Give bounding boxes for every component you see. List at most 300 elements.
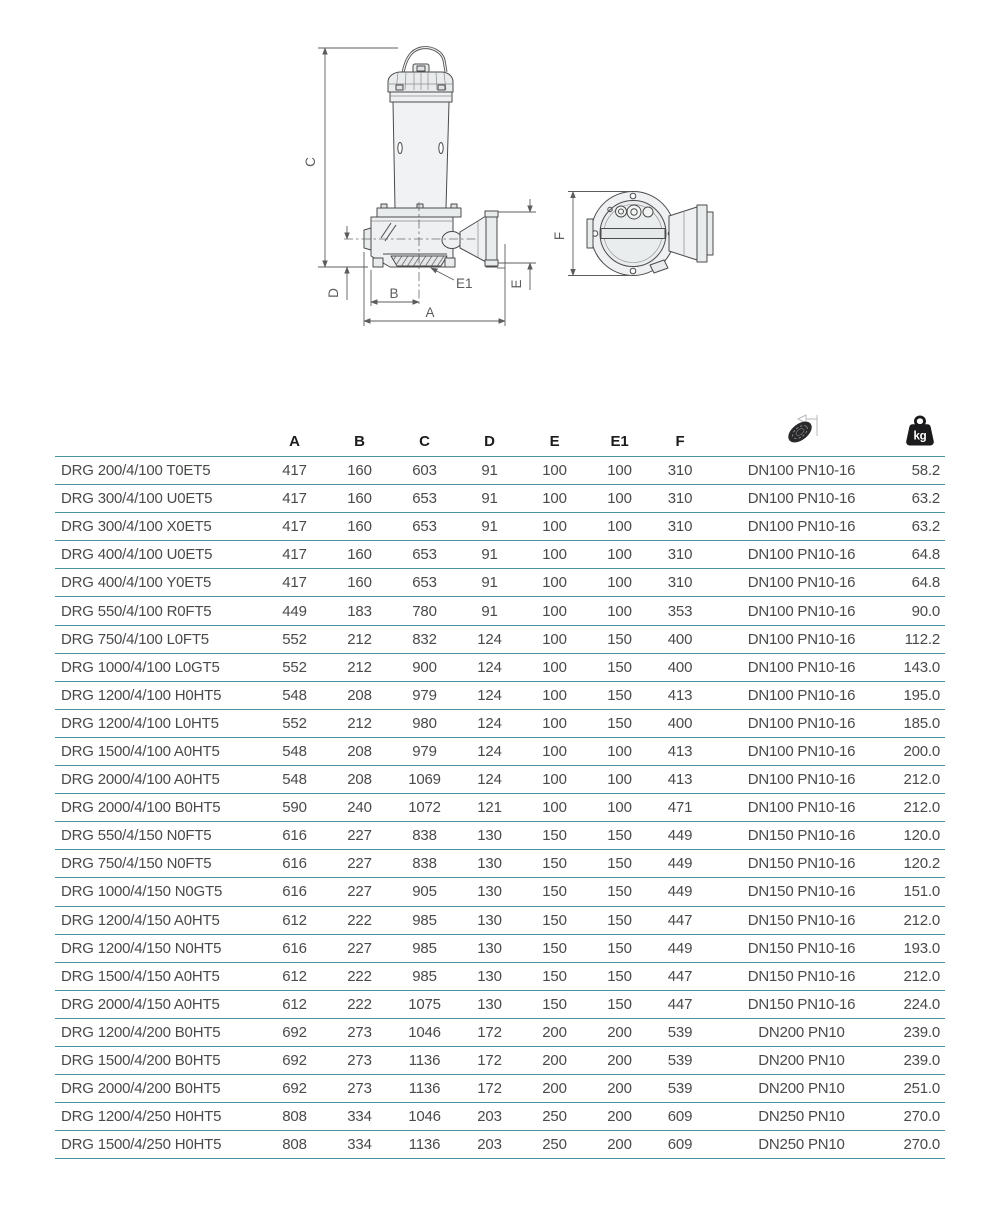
b-cell: 273 xyxy=(327,1046,392,1074)
b-cell: 334 xyxy=(327,1103,392,1131)
table-row xyxy=(55,1131,945,1159)
e1-cell: 150 xyxy=(587,878,652,906)
b-cell: 212 xyxy=(327,653,392,681)
table-row xyxy=(55,681,945,709)
c-cell: 979 xyxy=(392,737,457,765)
table-row xyxy=(55,766,945,794)
d-cell: 172 xyxy=(457,1046,522,1074)
d-cell: 130 xyxy=(457,990,522,1018)
table-row xyxy=(55,850,945,878)
e1-cell: 100 xyxy=(587,485,652,513)
model-cell: DRG 2000/4/200 B0HT5 xyxy=(55,1075,262,1103)
d-cell: 91 xyxy=(457,541,522,569)
d-cell: 124 xyxy=(457,737,522,765)
f-cell: 310 xyxy=(652,457,708,485)
f-cell: 449 xyxy=(652,822,708,850)
e1-cell: 150 xyxy=(587,962,652,990)
e1-cell: 150 xyxy=(587,822,652,850)
clamp-bar xyxy=(601,229,665,239)
e1-cell: 150 xyxy=(587,709,652,737)
e-cell: 150 xyxy=(522,850,587,878)
plan-discharge-flange xyxy=(697,205,707,262)
f-cell: 471 xyxy=(652,794,708,822)
f-cell: 449 xyxy=(652,934,708,962)
e-cell: 150 xyxy=(522,990,587,1018)
table-row xyxy=(55,878,945,906)
d-cell: 91 xyxy=(457,569,522,597)
f-cell: 447 xyxy=(652,962,708,990)
b-cell: 208 xyxy=(327,737,392,765)
weight-cell: 63.2 xyxy=(895,513,945,541)
weight-cell: 212.0 xyxy=(895,766,945,794)
c-cell: 1046 xyxy=(392,1018,457,1046)
f-cell: 310 xyxy=(652,513,708,541)
dim-label-e1: E1 xyxy=(456,276,473,291)
e1-cell: 200 xyxy=(587,1046,652,1074)
b-cell: 273 xyxy=(327,1075,392,1103)
weight-cell: 212.0 xyxy=(895,794,945,822)
weight-cell: 270.0 xyxy=(895,1131,945,1159)
e1-cell: 150 xyxy=(587,625,652,653)
e-cell: 100 xyxy=(522,457,587,485)
flange-cell: DN100 PN10-16 xyxy=(708,737,895,765)
weight-kg-icon xyxy=(905,415,935,446)
flange-cell: DN100 PN10-16 xyxy=(708,485,895,513)
c-cell: 900 xyxy=(392,653,457,681)
c-cell: 985 xyxy=(392,962,457,990)
e-cell: 100 xyxy=(522,625,587,653)
e1-cell: 150 xyxy=(587,990,652,1018)
model-cell: DRG 200/4/100 T0ET5 xyxy=(55,457,262,485)
b-cell: 222 xyxy=(327,962,392,990)
f-cell: 609 xyxy=(652,1131,708,1159)
dim-label-d: D xyxy=(326,288,341,298)
d-cell: 124 xyxy=(457,709,522,737)
column-header-d: D xyxy=(457,412,522,457)
b-cell: 222 xyxy=(327,990,392,1018)
table-row xyxy=(55,709,945,737)
c-cell: 980 xyxy=(392,709,457,737)
e1-cell: 100 xyxy=(587,766,652,794)
model-cell: DRG 1500/4/150 A0HT5 xyxy=(55,962,262,990)
e1-cell: 100 xyxy=(587,569,652,597)
e1-cell: 200 xyxy=(587,1103,652,1131)
e-cell: 150 xyxy=(522,822,587,850)
d-cell: 130 xyxy=(457,850,522,878)
c-cell: 1069 xyxy=(392,766,457,794)
d-cell: 91 xyxy=(457,457,522,485)
f-cell: 539 xyxy=(652,1075,708,1103)
flange-cell: DN100 PN10-16 xyxy=(708,625,895,653)
weight-cell: 120.2 xyxy=(895,850,945,878)
weight-cell: 239.0 xyxy=(895,1018,945,1046)
table-row xyxy=(55,990,945,1018)
weight-cell: 193.0 xyxy=(895,934,945,962)
b-cell: 227 xyxy=(327,934,392,962)
table-row xyxy=(55,597,945,625)
flange-cell: DN200 PN10 xyxy=(708,1018,895,1046)
e1-cell: 150 xyxy=(587,850,652,878)
flange-cell: DN150 PN10-16 xyxy=(708,990,895,1018)
e-cell: 100 xyxy=(522,709,587,737)
flange-cell: DN100 PN10-16 xyxy=(708,457,895,485)
e1-cell: 100 xyxy=(587,513,652,541)
a-cell: 692 xyxy=(262,1046,327,1074)
weight-cell: 63.2 xyxy=(895,485,945,513)
a-cell: 612 xyxy=(262,962,327,990)
a-cell: 808 xyxy=(262,1103,327,1131)
e1-cell: 100 xyxy=(587,597,652,625)
e-cell: 150 xyxy=(522,962,587,990)
weight-cell: 64.8 xyxy=(895,569,945,597)
d-cell: 130 xyxy=(457,906,522,934)
e1-cell: 150 xyxy=(587,653,652,681)
model-cell: DRG 400/4/100 U0ET5 xyxy=(55,541,262,569)
model-cell: DRG 550/4/100 R0FT5 xyxy=(55,597,262,625)
c-cell: 838 xyxy=(392,850,457,878)
c-cell: 653 xyxy=(392,513,457,541)
kg-icon-label: kg xyxy=(913,430,927,443)
dim-label-b: B xyxy=(389,286,399,301)
table-row xyxy=(55,653,945,681)
f-cell: 310 xyxy=(652,485,708,513)
model-cell: DRG 2000/4/150 A0HT5 xyxy=(55,990,262,1018)
weight-cell: 185.0 xyxy=(895,709,945,737)
e1-cell: 200 xyxy=(587,1075,652,1103)
c-cell: 985 xyxy=(392,906,457,934)
weight-cell: 270.0 xyxy=(895,1103,945,1131)
c-cell: 838 xyxy=(392,822,457,850)
f-cell: 353 xyxy=(652,597,708,625)
f-cell: 447 xyxy=(652,906,708,934)
b-cell: 273 xyxy=(327,1018,392,1046)
c-cell: 653 xyxy=(392,485,457,513)
weight-cell: 58.2 xyxy=(895,457,945,485)
f-cell: 310 xyxy=(652,569,708,597)
a-cell: 616 xyxy=(262,934,327,962)
d-cell: 130 xyxy=(457,878,522,906)
weight-cell: 251.0 xyxy=(895,1075,945,1103)
weight-cell: 212.0 xyxy=(895,906,945,934)
d-cell: 124 xyxy=(457,625,522,653)
model-cell: DRG 550/4/150 N0FT5 xyxy=(55,822,262,850)
e-cell: 250 xyxy=(522,1103,587,1131)
e1-cell: 200 xyxy=(587,1018,652,1046)
dim-label-a: A xyxy=(425,305,435,320)
c-cell: 1136 xyxy=(392,1046,457,1074)
b-cell: 160 xyxy=(327,541,392,569)
d-cell: 130 xyxy=(457,934,522,962)
e-cell: 100 xyxy=(522,653,587,681)
flange-cell: DN200 PN10 xyxy=(708,1046,895,1074)
c-cell: 905 xyxy=(392,878,457,906)
model-cell: DRG 1200/4/100 L0HT5 xyxy=(55,709,262,737)
table-row xyxy=(55,1018,945,1046)
a-cell: 552 xyxy=(262,625,327,653)
b-cell: 160 xyxy=(327,457,392,485)
model-cell: DRG 1500/4/250 H0HT5 xyxy=(55,1131,262,1159)
model-cell: DRG 300/4/100 U0ET5 xyxy=(55,485,262,513)
flange-cell: DN150 PN10-16 xyxy=(708,850,895,878)
model-cell: DRG 400/4/100 Y0ET5 xyxy=(55,569,262,597)
a-cell: 616 xyxy=(262,878,327,906)
a-cell: 449 xyxy=(262,597,327,625)
model-cell: DRG 1200/4/100 H0HT5 xyxy=(55,681,262,709)
f-cell: 449 xyxy=(652,878,708,906)
c-cell: 1046 xyxy=(392,1103,457,1131)
flange-cell: DN150 PN10-16 xyxy=(708,822,895,850)
model-cell: DRG 300/4/100 X0ET5 xyxy=(55,513,262,541)
table-row xyxy=(55,962,945,990)
d-cell: 121 xyxy=(457,794,522,822)
e-cell: 100 xyxy=(522,737,587,765)
e-cell: 100 xyxy=(522,681,587,709)
model-cell: DRG 1500/4/200 B0HT5 xyxy=(55,1046,262,1074)
a-cell: 417 xyxy=(262,485,327,513)
flange-cell: DN100 PN10-16 xyxy=(708,794,895,822)
column-header-e: E xyxy=(522,412,587,457)
a-cell: 548 xyxy=(262,681,327,709)
b-cell: 160 xyxy=(327,513,392,541)
flange-cell: DN150 PN10-16 xyxy=(708,962,895,990)
table-row xyxy=(55,1046,945,1074)
d-cell: 130 xyxy=(457,962,522,990)
a-cell: 616 xyxy=(262,850,327,878)
flange-cell: DN100 PN10-16 xyxy=(708,513,895,541)
table-row xyxy=(55,794,945,822)
flange-cell: DN150 PN10-16 xyxy=(708,878,895,906)
f-cell: 413 xyxy=(652,737,708,765)
table-row xyxy=(55,1103,945,1131)
table-row xyxy=(55,934,945,962)
table-row xyxy=(55,457,945,485)
weight-cell: 195.0 xyxy=(895,681,945,709)
dim-leader-e1 xyxy=(431,268,454,280)
model-cell: DRG 2000/4/100 B0HT5 xyxy=(55,794,262,822)
b-cell: 227 xyxy=(327,878,392,906)
c-cell: 1136 xyxy=(392,1075,457,1103)
dimension-table-body xyxy=(55,457,945,1159)
table-row xyxy=(55,822,945,850)
d-cell: 124 xyxy=(457,681,522,709)
f-cell: 609 xyxy=(652,1103,708,1131)
b-cell: 208 xyxy=(327,766,392,794)
model-cell: DRG 1000/4/150 N0GT5 xyxy=(55,878,262,906)
table-row xyxy=(55,513,945,541)
a-cell: 692 xyxy=(262,1018,327,1046)
e-cell: 200 xyxy=(522,1075,587,1103)
column-header-b: B xyxy=(327,412,392,457)
flange-cell: DN100 PN10-16 xyxy=(708,569,895,597)
flange-cell: DN100 PN10-16 xyxy=(708,709,895,737)
a-cell: 417 xyxy=(262,569,327,597)
weight-column-header xyxy=(895,412,945,457)
e-cell: 100 xyxy=(522,794,587,822)
weight-cell: 143.0 xyxy=(895,653,945,681)
f-cell: 447 xyxy=(652,990,708,1018)
weight-cell: 90.0 xyxy=(895,597,945,625)
d-cell: 124 xyxy=(457,766,522,794)
f-cell: 449 xyxy=(652,850,708,878)
a-cell: 417 xyxy=(262,457,327,485)
weight-cell: 224.0 xyxy=(895,990,945,1018)
flange-icon xyxy=(781,412,823,446)
e-cell: 150 xyxy=(522,906,587,934)
d-cell: 203 xyxy=(457,1103,522,1131)
weight-cell: 112.2 xyxy=(895,625,945,653)
model-cell: DRG 2000/4/100 A0HT5 xyxy=(55,766,262,794)
table-row xyxy=(55,569,945,597)
column-header-e1: E1 xyxy=(587,412,652,457)
table-header xyxy=(55,412,945,457)
table-row xyxy=(55,737,945,765)
d-cell: 130 xyxy=(457,822,522,850)
dim-label-e: E xyxy=(509,279,524,289)
table-row xyxy=(55,541,945,569)
b-cell: 208 xyxy=(327,681,392,709)
pump-plan-view xyxy=(587,192,713,276)
b-cell: 160 xyxy=(327,569,392,597)
flange-cell: DN150 PN10-16 xyxy=(708,906,895,934)
f-cell: 539 xyxy=(652,1018,708,1046)
b-cell: 222 xyxy=(327,906,392,934)
column-header-c: C xyxy=(392,412,457,457)
flange-cell: DN250 PN10 xyxy=(708,1131,895,1159)
column-header-f: F xyxy=(652,412,708,457)
d-cell: 172 xyxy=(457,1075,522,1103)
table-row xyxy=(55,906,945,934)
weight-cell: 200.0 xyxy=(895,737,945,765)
a-cell: 808 xyxy=(262,1131,327,1159)
a-cell: 692 xyxy=(262,1075,327,1103)
d-cell: 91 xyxy=(457,485,522,513)
d-cell: 172 xyxy=(457,1018,522,1046)
model-cell: DRG 1200/4/150 A0HT5 xyxy=(55,906,262,934)
flange-cell: DN100 PN10-16 xyxy=(708,681,895,709)
e-cell: 100 xyxy=(522,569,587,597)
e1-cell: 100 xyxy=(587,737,652,765)
c-cell: 1072 xyxy=(392,794,457,822)
e-cell: 100 xyxy=(522,597,587,625)
c-cell: 603 xyxy=(392,457,457,485)
b-cell: 212 xyxy=(327,709,392,737)
model-cell: DRG 750/4/150 N0FT5 xyxy=(55,850,262,878)
f-cell: 400 xyxy=(652,653,708,681)
a-cell: 612 xyxy=(262,990,327,1018)
c-cell: 832 xyxy=(392,625,457,653)
b-cell: 160 xyxy=(327,485,392,513)
e-cell: 200 xyxy=(522,1046,587,1074)
flange-cell: DN100 PN10-16 xyxy=(708,766,895,794)
column-header-a: A xyxy=(262,412,327,457)
b-cell: 334 xyxy=(327,1131,392,1159)
weight-cell: 151.0 xyxy=(895,878,945,906)
weight-cell: 120.0 xyxy=(895,822,945,850)
e1-cell: 200 xyxy=(587,1131,652,1159)
e1-cell: 150 xyxy=(587,681,652,709)
f-cell: 413 xyxy=(652,681,708,709)
c-cell: 979 xyxy=(392,681,457,709)
dim-label-f: F xyxy=(552,231,567,241)
b-cell: 212 xyxy=(327,625,392,653)
a-cell: 552 xyxy=(262,709,327,737)
model-cell: DRG 1200/4/150 N0HT5 xyxy=(55,934,262,962)
e1-cell: 100 xyxy=(587,457,652,485)
f-cell: 400 xyxy=(652,625,708,653)
f-cell: 539 xyxy=(652,1046,708,1074)
c-cell: 1075 xyxy=(392,990,457,1018)
a-cell: 417 xyxy=(262,541,327,569)
technical-drawing-area xyxy=(0,0,1001,360)
a-cell: 548 xyxy=(262,737,327,765)
flange-cell: DN100 PN10-16 xyxy=(708,597,895,625)
e-cell: 150 xyxy=(522,878,587,906)
plan-discharge-cone xyxy=(669,207,697,260)
motor-body xyxy=(393,102,449,208)
model-cell: DRG 750/4/100 L0FT5 xyxy=(55,625,262,653)
model-cell: DRG 1000/4/100 L0GT5 xyxy=(55,653,262,681)
c-cell: 653 xyxy=(392,541,457,569)
e1-cell: 150 xyxy=(587,906,652,934)
d-cell: 91 xyxy=(457,597,522,625)
c-cell: 653 xyxy=(392,569,457,597)
e-cell: 100 xyxy=(522,766,587,794)
pump-dimension-drawing xyxy=(300,20,750,350)
b-cell: 183 xyxy=(327,597,392,625)
model-cell: DRG 1200/4/250 H0HT5 xyxy=(55,1103,262,1131)
flange-cell: DN100 PN10-16 xyxy=(708,541,895,569)
d-cell: 203 xyxy=(457,1131,522,1159)
weight-cell: 239.0 xyxy=(895,1046,945,1074)
weight-cell: 64.8 xyxy=(895,541,945,569)
f-cell: 413 xyxy=(652,766,708,794)
a-cell: 616 xyxy=(262,822,327,850)
b-cell: 227 xyxy=(327,850,392,878)
e1-cell: 100 xyxy=(587,541,652,569)
flange-cell: DN150 PN10-16 xyxy=(708,934,895,962)
flange-cell: DN200 PN10 xyxy=(708,1075,895,1103)
discharge-flange xyxy=(486,212,497,267)
e1-cell: 100 xyxy=(587,794,652,822)
model-cell: DRG 1500/4/100 A0HT5 xyxy=(55,737,262,765)
a-cell: 552 xyxy=(262,653,327,681)
e-cell: 200 xyxy=(522,1018,587,1046)
b-cell: 240 xyxy=(327,794,392,822)
model-column-header xyxy=(55,412,262,457)
table-row xyxy=(55,625,945,653)
dim-label-c: C xyxy=(303,157,318,167)
e-cell: 100 xyxy=(522,513,587,541)
e-cell: 100 xyxy=(522,485,587,513)
e-cell: 250 xyxy=(522,1131,587,1159)
c-cell: 1136 xyxy=(392,1131,457,1159)
flange-cell: DN250 PN10 xyxy=(708,1103,895,1131)
e-cell: 100 xyxy=(522,541,587,569)
dimension-table xyxy=(55,412,945,1159)
a-cell: 612 xyxy=(262,906,327,934)
pump-side-view xyxy=(364,48,498,268)
c-cell: 780 xyxy=(392,597,457,625)
weight-cell: 212.0 xyxy=(895,962,945,990)
e1-cell: 150 xyxy=(587,934,652,962)
a-cell: 590 xyxy=(262,794,327,822)
flange-cell: DN100 PN10-16 xyxy=(708,653,895,681)
a-cell: 417 xyxy=(262,513,327,541)
d-cell: 91 xyxy=(457,513,522,541)
flange-column-header xyxy=(708,412,895,457)
f-cell: 400 xyxy=(652,709,708,737)
c-cell: 985 xyxy=(392,934,457,962)
